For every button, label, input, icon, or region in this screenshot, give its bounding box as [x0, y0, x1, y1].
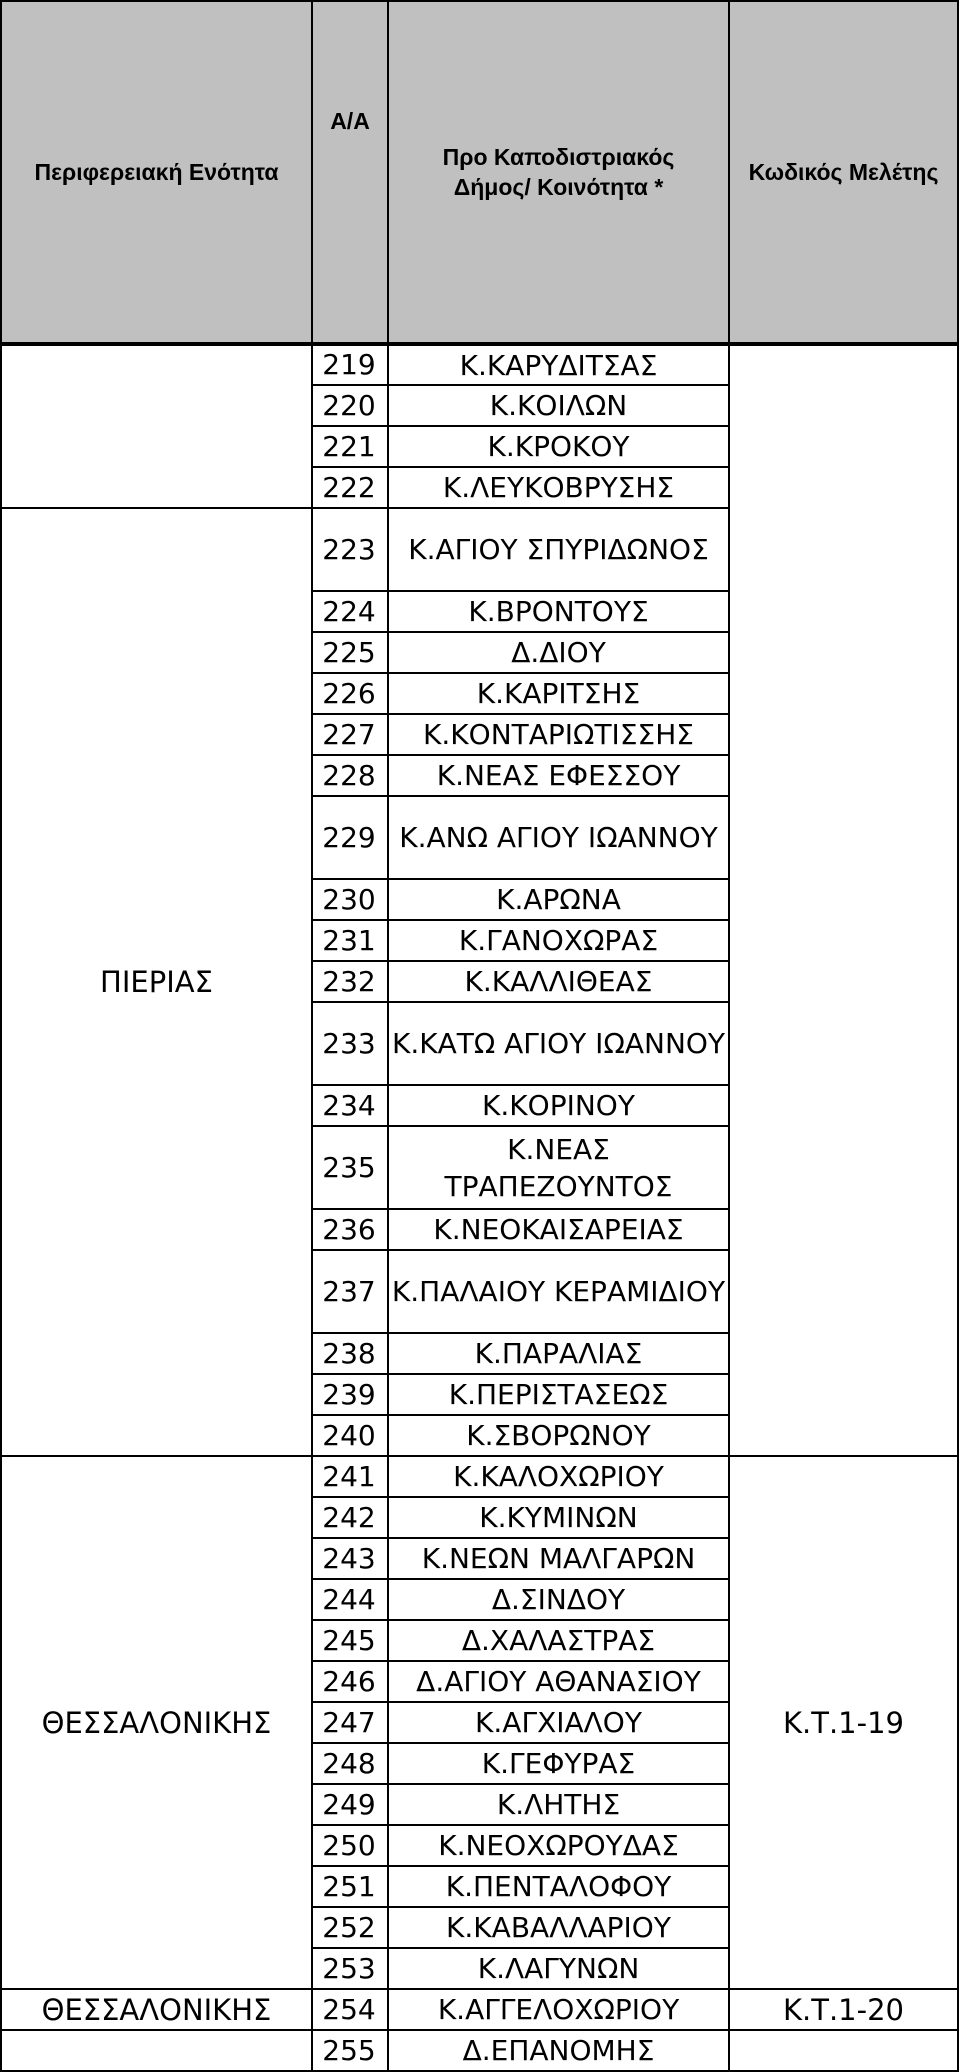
aa-cell: 248 — [312, 1743, 388, 1784]
municipality-cell: Κ.ΠΑΡΑΛΙΑΣ — [388, 1333, 729, 1374]
municipality-cell: Κ.ΚΑΤΩ ΑΓΙΟΥ ΙΩΑΝΝΟΥ — [388, 1002, 729, 1085]
municipality-cell: Δ.ΕΠΑΝΟΜΗΣ — [388, 2030, 729, 2071]
municipality-cell: Κ.ΛΑΓΥΝΩΝ — [388, 1948, 729, 1989]
aa-cell: 223 — [312, 508, 388, 591]
aa-cell: 245 — [312, 1620, 388, 1661]
aa-cell: 249 — [312, 1784, 388, 1825]
aa-cell: 228 — [312, 755, 388, 796]
municipality-cell: Δ.ΣΙΝΔΟΥ — [388, 1579, 729, 1620]
municipality-cell: Κ.ΛΕΥΚΟΒΡΥΣΗΣ — [388, 467, 729, 508]
aa-cell: 242 — [312, 1497, 388, 1538]
municipality-cell: Κ.ΛΗΤΗΣ — [388, 1784, 729, 1825]
table-header — [1, 1, 958, 344]
region-cell: ΠΙΕΡΙΑΣ — [1, 508, 312, 1456]
aa-cell: 246 — [312, 1661, 388, 1702]
municipality-cell: Κ.ΚΑΡΙΤΣΗΣ — [388, 673, 729, 714]
municipality-cell: Κ.ΝΕΟΚΑΙΣΑΡΕΙΑΣ — [388, 1209, 729, 1250]
header-municipality — [388, 1, 729, 344]
municipality-cell: Κ.ΑΓΓΕΛΟΧΩΡΙΟΥ — [388, 1989, 729, 2030]
municipality-cell: Δ.ΑΓΙΟΥ ΑΘΑΝΑΣΙΟΥ — [388, 1661, 729, 1702]
aa-cell: 250 — [312, 1825, 388, 1866]
municipality-cell: Κ.ΠΑΛΑΙΟΥ ΚΕΡΑΜΙΔΙΟΥ — [388, 1250, 729, 1333]
header-row — [1, 1, 958, 344]
municipality-cell: Κ.ΝΕΑΣ ΕΦΕΣΣΟΥ — [388, 755, 729, 796]
aa-cell: 254 — [312, 1989, 388, 2030]
municipality-cell: Κ.ΚΑΛΟΧΩΡΙΟΥ — [388, 1456, 729, 1497]
table-row — [1, 344, 958, 385]
table-row — [1, 1989, 958, 2030]
header-study-code: Κωδικός Μελέτης — [729, 1, 958, 344]
region-cell: ΘΕΣΣΑΛΟΝΙΚΗΣ — [1, 1456, 312, 1989]
aa-cell: 235 — [312, 1126, 388, 1209]
aa-cell: 239 — [312, 1374, 388, 1415]
study-code-cell-empty — [729, 2030, 958, 2071]
aa-cell: 237 — [312, 1250, 388, 1333]
table-row — [1, 1456, 958, 1497]
municipality-cell: Κ.ΚΟΡΙΝΟΥ — [388, 1085, 729, 1126]
municipality-cell: Κ.ΑΝΩ ΑΓΙΟΥ ΙΩΑΝΝΟΥ — [388, 796, 729, 879]
aa-cell: 253 — [312, 1948, 388, 1989]
municipality-cell: Κ.ΑΡΩΝΑ — [388, 879, 729, 920]
header-region: Περιφερειακή Ενότητα — [1, 1, 312, 344]
municipality-cell: Κ.ΝΕΩΝ ΜΑΛΓΑΡΩΝ — [388, 1538, 729, 1579]
table-body — [1, 344, 958, 2071]
municipality-cell: Κ.ΚΟΝΤΑΡΙΩΤΙΣΣΗΣ — [388, 714, 729, 755]
municipality-cell: Κ.ΚΑΛΛΙΘΕΑΣ — [388, 961, 729, 1002]
aa-cell: 222 — [312, 467, 388, 508]
aa-cell: 229 — [312, 796, 388, 879]
aa-cell: 251 — [312, 1866, 388, 1907]
aa-cell: 236 — [312, 1209, 388, 1250]
municipality-cell: Δ.ΧΑΛΑΣΤΡΑΣ — [388, 1620, 729, 1661]
header-aa: Α/Α — [312, 1, 388, 344]
aa-cell: 220 — [312, 385, 388, 426]
table-row — [1, 2030, 958, 2071]
aa-cell: 224 — [312, 591, 388, 632]
study-code-cell: Κ.Τ.1-19 — [729, 1456, 958, 1989]
study-code-cell: Κ.Τ.1-20 — [729, 1989, 958, 2030]
region-cell: ΘΕΣΣΑΛΟΝΙΚΗΣ — [1, 1989, 312, 2030]
municipality-cell: Κ.ΠΕΡΙΣΤΑΣΕΩΣ — [388, 1374, 729, 1415]
aa-cell: 227 — [312, 714, 388, 755]
aa-cell: 221 — [312, 426, 388, 467]
header-municipality-line1: Προ Καποδιστριακός — [442, 144, 675, 170]
aa-cell: 247 — [312, 1702, 388, 1743]
aa-cell: 225 — [312, 632, 388, 673]
municipality-cell: Κ.ΚΡΟΚΟΥ — [388, 426, 729, 467]
study-code-cell-empty — [729, 344, 958, 1456]
municipality-cell: Κ.ΝΕΟΧΩΡΟΥΔΑΣ — [388, 1825, 729, 1866]
municipality-cell: Κ.ΓΑΝΟΧΩΡΑΣ — [388, 920, 729, 961]
aa-cell: 219 — [312, 344, 388, 385]
aa-cell: 252 — [312, 1907, 388, 1948]
municipality-cell: Κ.ΓΕΦΥΡΑΣ — [388, 1743, 729, 1784]
aa-cell: 240 — [312, 1415, 388, 1456]
municipality-cell: Δ.ΔΙΟΥ — [388, 632, 729, 673]
aa-cell: 244 — [312, 1579, 388, 1620]
municipality-cell: Κ.ΚΑΒΑΛΛΑΡΙΟΥ — [388, 1907, 729, 1948]
aa-cell: 232 — [312, 961, 388, 1002]
region-cell-empty — [1, 2030, 312, 2071]
header-municipality-line2: Δήμος/ Κοινότητα * — [453, 174, 664, 200]
aa-cell: 238 — [312, 1333, 388, 1374]
aa-cell: 226 — [312, 673, 388, 714]
municipality-cell: Κ.ΒΡΟΝΤΟΥΣ — [388, 591, 729, 632]
municipality-cell: Κ.ΠΕΝΤΑΛΟΦΟΥ — [388, 1866, 729, 1907]
aa-cell: 243 — [312, 1538, 388, 1579]
aa-cell: 230 — [312, 879, 388, 920]
municipality-cell: Κ.ΚΟΙΛΩΝ — [388, 385, 729, 426]
aa-cell: 233 — [312, 1002, 388, 1085]
aa-cell: 255 — [312, 2030, 388, 2071]
municipality-cell: Κ.ΑΓΙΟΥ ΣΠΥΡΙΔΩΝΟΣ — [388, 508, 729, 591]
municipality-cell: Κ.ΚΥΜΙΝΩΝ — [388, 1497, 729, 1538]
aa-cell: 234 — [312, 1085, 388, 1126]
aa-cell: 241 — [312, 1456, 388, 1497]
municipality-cell: Κ.ΚΑΡΥΔΙΤΣΑΣ — [388, 344, 729, 385]
municipality-cell: Κ.ΑΓΧΙΑΛΟΥ — [388, 1702, 729, 1743]
aa-cell: 231 — [312, 920, 388, 961]
municipality-cell: Κ.ΝΕΑΣ ΤΡΑΠΕΖΟΥΝΤΟΣ — [388, 1126, 729, 1209]
municipality-cell: Κ.ΣΒΟΡΩΝΟΥ — [388, 1415, 729, 1456]
region-cell-empty — [1, 344, 312, 508]
